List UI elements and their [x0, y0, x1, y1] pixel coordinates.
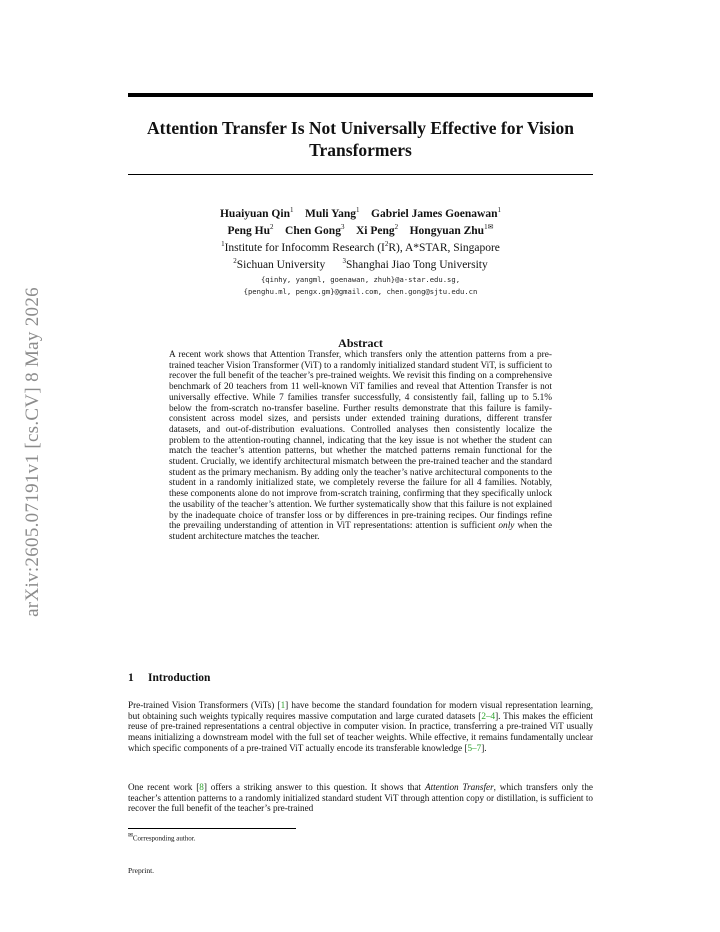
abstract-text	[169, 350, 552, 543]
citation-link[interactable]: 8	[199, 782, 204, 792]
paragraph-text: , which transfers only the teacher’s attention patterns to a randomly initialized standard student ViT through attention copy or distillation, is sufficient to recover the full benefit of the teacher’s pre-trained	[128, 782, 594, 814]
abstract-end: when the student architecture matches the teacher.	[169, 521, 552, 542]
email-line: {penghu.ml, pengx.gm}@gmail.com, chen.gong@sjtu.edu.cn	[243, 287, 478, 296]
author-affiliation-mark: 3	[340, 223, 345, 232]
title-bottom-rule	[128, 174, 593, 175]
author-name: Peng Hu	[227, 225, 271, 237]
abstract-heading: Abstract	[338, 336, 383, 350]
citation-link[interactable]: 2–4	[481, 710, 496, 721]
citation-link[interactable]: 5–7	[467, 742, 482, 753]
author-affiliation-mark: 1	[289, 206, 294, 215]
arxiv-id-text: arXiv:2605.07191v1 [cs.CV] 8 May 2026	[22, 287, 43, 617]
citation-link[interactable]: 1	[280, 700, 286, 710]
author-name: Huaiyuan Qin	[219, 208, 290, 220]
author-name: Muli Yang	[304, 208, 356, 220]
affiliation-mark: 3	[342, 257, 346, 266]
author-affiliation-mark: 1	[356, 206, 360, 215]
author-block	[128, 206, 593, 298]
paragraph-text: Pre-trained Vision Transformers (ViTs) [	[128, 700, 281, 710]
intro-paragraph-2	[128, 782, 593, 814]
paragraph-text: ] have become the standard foundation for modern visual representation learning, but obtaining such weights typically requires massive computation and large curated datasets [	[128, 700, 593, 721]
section-title: Introduction	[148, 672, 211, 684]
affiliation-mark: 2	[233, 257, 237, 266]
section-number: 1	[128, 672, 134, 684]
affiliation-line-2	[128, 257, 593, 274]
envelope-icon: ✉	[128, 833, 133, 839]
author-name: Xi Peng	[355, 225, 395, 237]
footnote	[128, 833, 196, 842]
paragraph-text: ]. This makes the efficient reuse of pre-trained representations a central objective in computer vision. In practice, transferring a pre-trained ViT usually means initializing a downstream model with the full set of teacher weights. While effective, it remains fundamentally unclear which specific components of a pre-trained ViT actually encode its transferable knowledge [	[128, 710, 593, 753]
abstract-emphasis: only	[498, 521, 515, 532]
affiliation-text: Institute for Infocomm Research (I	[224, 242, 385, 254]
footnote-text: Corresponding author.	[132, 834, 196, 843]
affiliation-text: R), A*STAR, Singapore	[388, 242, 500, 254]
affiliation-text: Sichuan University	[236, 259, 326, 271]
paragraph-text: ] offers a striking answer to this question. It shows that	[203, 782, 425, 792]
section-heading	[128, 672, 210, 684]
preprint-label: Preprint.	[128, 866, 155, 875]
paper-title: Attention Transfer Is Not Universally Effective for Vision Transformers	[147, 118, 574, 160]
email-line: {qinhy, yangml, goenawan, zhuh}@a-star.edu.sg,	[260, 275, 461, 284]
paragraph-text: ].	[481, 742, 487, 753]
author-name: Gabriel James Goenawan	[371, 208, 498, 220]
footnote-rule	[128, 828, 296, 829]
title-top-rule	[128, 93, 593, 97]
author-affiliation-mark: 2	[394, 223, 399, 232]
author-name: Chen Gong	[285, 225, 341, 237]
author-affiliation-mark: 1✉	[484, 223, 494, 232]
author-name: Hongyuan Zhu	[409, 225, 485, 237]
affiliation-mark: 1	[221, 240, 225, 249]
affiliation-line-1	[128, 240, 593, 257]
abstract-body: A recent work shows that Attention Transfer, which transfers only the attention patterns from a pre-trained teacher Vision Transformer (ViT) to a randomly initialized standard student ViT, is sufficient to recover the full benefit of the teacher’s pre-trained weights. We revisit this finding on a comprehensive benchmark of 20 teachers from 11 well-known ViT families and reveal that Attention Transfer is not universally effective. While 7 families transfer successfully, 4 consistently fail, falling up to 5.1% below the from-scratch no-transfer baseline. Further results demonstrate that this failure is family-consistent across model sizes, and persists under extended training durations, different transfer datasets, and out-of-distribution evaluations. Controlled analyses then consistently localize the problem to the attention-routing channel, indicating that the key issue is not whether the student can match the teacher’s attention patterns, but whether the matched patterns remain functional for the student. Crucially, we identify architectural mismatch between the pre-trained teacher and the standard student as the primary mechanism. By adding only the teacher’s native architectural components to the student in a randomly initialized state, we completely reverse the failure for all 4 families. Notably, these components alone do not improve from-scratch training, confirming that they specifically unlock the usability of the teacher’s attention. We further systematically show that this failure is not explained by the inadequate choice of transfer loss or by differences in pre-training recipes. Our findings refine the prevailing understanding of attention in ViT representations: attention is sufficient	[169, 350, 552, 532]
affiliation-text: Shanghai Jiao Tong University	[345, 259, 488, 271]
paragraph-text: One recent work [	[128, 782, 200, 792]
intro-paragraph-1	[128, 700, 593, 754]
paragraph-emphasis: Attention Transfer	[424, 782, 494, 792]
author-line-2	[128, 223, 593, 240]
author-line-1	[128, 206, 593, 223]
author-affiliation-mark: 2	[270, 223, 274, 232]
affiliation-superscript: 2	[384, 240, 389, 249]
author-affiliation-mark: 1	[497, 206, 501, 215]
arxiv-identifier	[18, 262, 48, 642]
email-block	[128, 274, 593, 298]
